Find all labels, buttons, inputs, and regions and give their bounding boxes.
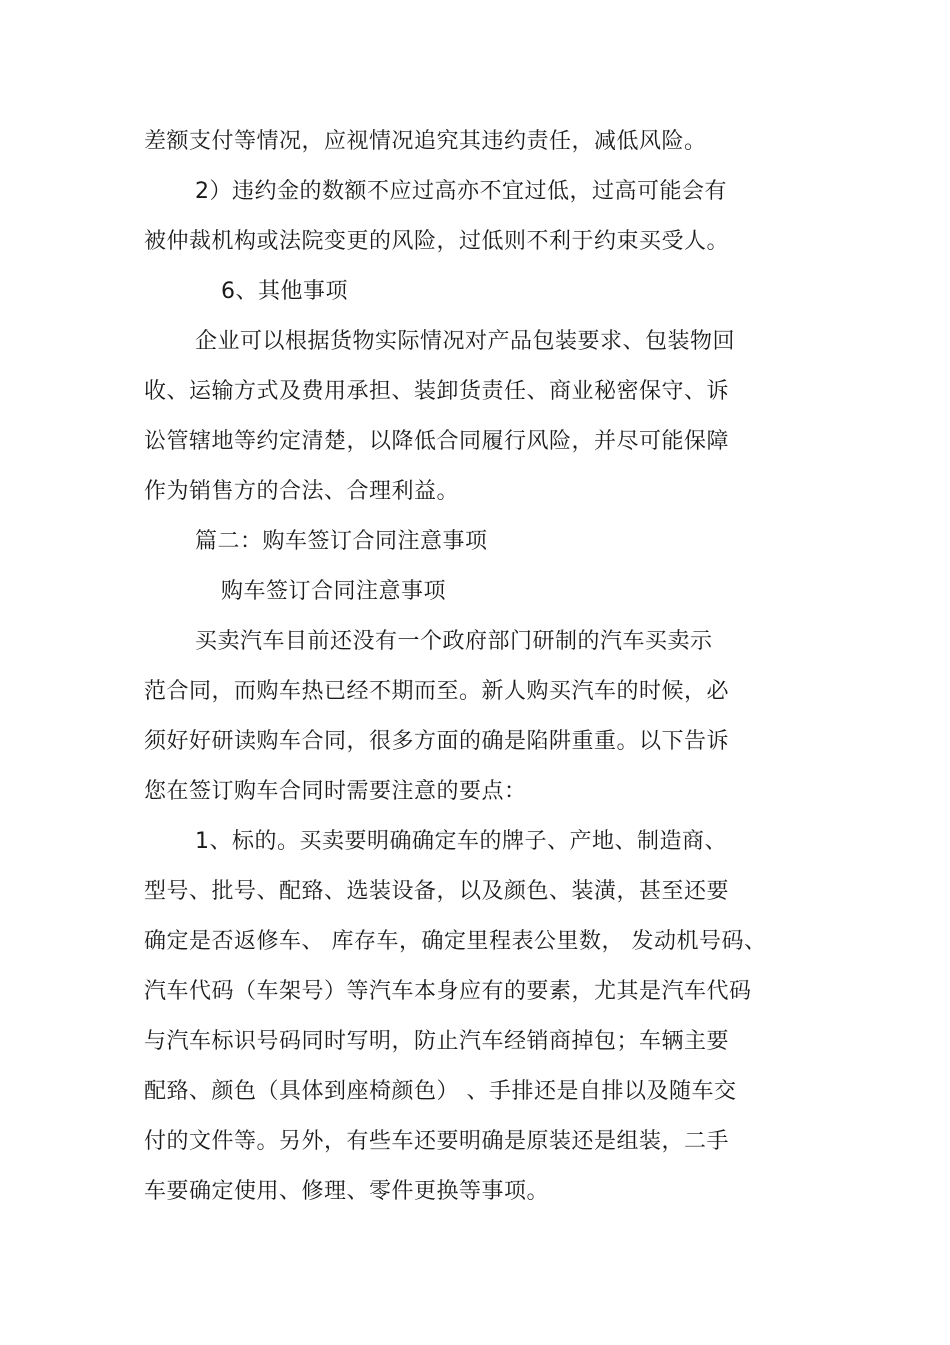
text-line: 付的文件等。另外，有些车还要明确是原装还是组装，二手 (144, 1129, 730, 1154)
text-line: 差额支付等情况，应视情况追究其违约责任，减低风险。 (144, 129, 707, 154)
text-line: 型号、批号、配臵、选装设备，以及颜色、装潢，甚至还要 (144, 879, 730, 904)
text-line: 确定是否返修车、 库存车，确定里程表公里数， 发动机号码、 (144, 929, 767, 954)
text-line: 须好好研读购车合同，很多方面的确是陷阱重重。以下告诉 (144, 729, 730, 754)
article-title: 购车签订合同注意事项 (221, 579, 447, 604)
text-line: 讼管辖地等约定清楚，以降低合同履行风险，并尽可能保障 (144, 429, 730, 454)
text-line: 收、运输方式及费用承担、装卸货责任、商业秘密保守、诉 (144, 379, 730, 404)
text-line: 1、标的。买卖要明确确定车的牌子、产地、制造商、 (195, 829, 727, 854)
text-line: 企业可以根据货物实际情况对产品包装要求、包装物回 (195, 329, 736, 354)
text-line: 2）违约金的数额不应过高亦不宜过低，过高可能会有 (195, 179, 727, 204)
text-line: 配臵、颜色（具体到座椅颜色） 、手排还是自排以及随车交 (144, 1079, 737, 1104)
section-heading: 6、其他事项 (221, 279, 348, 304)
text-line: 您在签订购车合同时需要注意的要点： (144, 779, 527, 804)
text-line: 买卖汽车目前还没有一个政府部门研制的汽车买卖示 (195, 629, 713, 654)
text-line: 范合同，而购车热已经不期而至。新人购买汽车的时候，必 (144, 679, 730, 704)
text-line: 被仲裁机构或法院变更的风险，过低则不利于约束买受人。 (144, 229, 730, 254)
text-line: 作为销售方的合法、合理利益。 (144, 479, 460, 504)
chapter-heading: 篇二：购车签订合同注意事项 (195, 529, 488, 554)
text-line: 汽车代码（车架号）等汽车本身应有的要素，尤其是汽车代码 (144, 979, 752, 1004)
text-line: 与汽车标识号码同时写明，防止汽车经销商掉包；车辆主要 (144, 1029, 730, 1054)
text-line: 车要确定使用、修理、零件更换等事项。 (144, 1179, 550, 1204)
